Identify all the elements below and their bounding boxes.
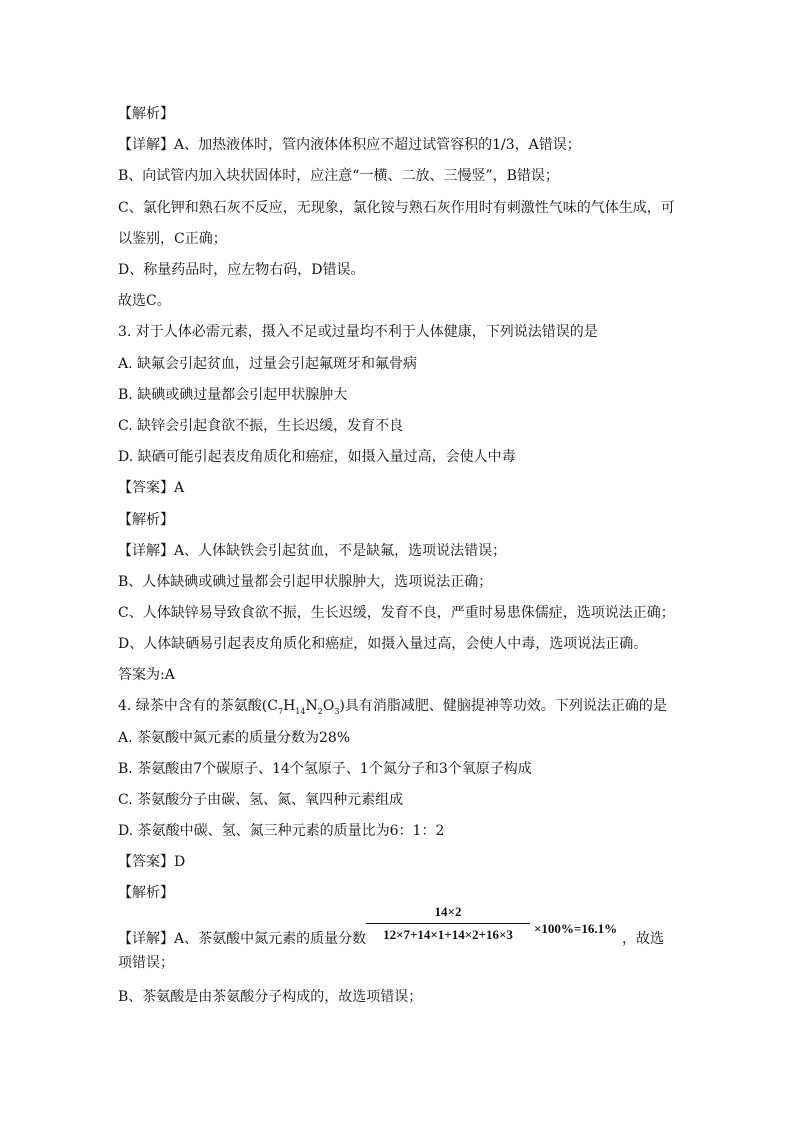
detail-line: 【详解】A、加热液体时，管内液体体积应不超过试管容积的1/3，A错误；: [118, 137, 581, 153]
answer-line: 答案为:A: [118, 667, 175, 683]
question-3-option-c: C. 缺锌会引起食欲不振，生长迟缓，发育不良: [118, 418, 404, 434]
question-4-option-a: A. 茶氨酸中氮元素的质量分数为28%: [118, 730, 351, 746]
fraction-numerator: 14×2: [434, 904, 462, 919]
question-4-option-d: D. 茶氨酸中碳、氢、氮三种元素的质量比为6：1：2: [118, 823, 445, 839]
detail-line: D、称量药品时，应左物右码，D错误。: [118, 262, 365, 278]
detail-continuation: 项错误；: [118, 955, 174, 971]
question-3-answer: 【答案】A: [118, 480, 185, 496]
question-4-answer: 【答案】D: [118, 854, 186, 870]
mass-fraction-formula: [366, 903, 530, 944]
detail-line: 【详解】A、人体缺铁会引起贫血，不是缺氟，选项说法错误；: [118, 543, 507, 559]
question-4-stem: 4. 绿茶中含有的茶氨酸$(C_7H_{14}N_2O_3)$具有消脂减肥、健脑提神等功效。下列说法正确的是: [118, 698, 667, 716]
detail-line: 以鉴别，C正确；: [118, 231, 227, 247]
fraction-result: ×100%=16.1%: [534, 921, 618, 936]
detail-line: B、人体缺碘或碘过量都会引起甲状腺肿大，选项说法正确；: [118, 574, 493, 590]
detail-line: D、人体缺硒易引起表皮角质化和癌症，如摄入量过高，会使人中毒，选项说法正确。: [118, 636, 648, 652]
fraction-denominator: 12×7+14×1+14×2+16×3: [383, 927, 513, 942]
question-3-option-a: A. 缺氟会引起贫血，过量会引起氟斑牙和氟骨病: [118, 356, 418, 372]
detail-suffix: ，故选: [622, 931, 664, 947]
analysis-heading: 【解析】: [118, 106, 174, 122]
question-4-option-c: C. 茶氨酸分子由碳、氢、氮、氧四种元素组成: [118, 792, 404, 808]
detail-prefix: 【详解】A、茶氨酸中氮元素的质量分数: [118, 931, 367, 947]
question-4-option-b: B. 茶氨酸由7个碳原子、14个氢原子、1个氮分子和3个氧原子构成: [118, 761, 532, 777]
question-3-option-b: B. 缺碘或碘过量都会引起甲状腺肿大: [118, 387, 348, 403]
conclusion-line: 故选C。: [118, 293, 171, 309]
fraction-bar: [366, 923, 530, 924]
detail-line: C、人体缺锌易导致食欲不振，生长迟缓，发育不良，严重时易患侏儒症，选项说法正确；: [118, 605, 675, 621]
analysis-heading: 【解析】: [118, 885, 174, 901]
analysis-heading: 【解析】: [118, 512, 174, 528]
detail-line: C、氯化钾和熟石灰不反应，无现象，氯化铵与熟石灰作用时有刺激性气味的气体生成，可: [118, 200, 675, 216]
detail-line: B、茶氨酸是由茶氨酸分子构成的，故选项错误；: [118, 989, 423, 1005]
question-3-option-d: D. 缺硒可能引起表皮角质化和癌症，如摄入量过高，会使人中毒: [118, 449, 516, 465]
detail-line: B、向试管内加入块状固体时，应注意“一横、二放、三慢竖”，B错误；: [118, 168, 559, 184]
question-3-stem: 3. 对于人体必需元素，摄入不足或过量均不利于人体健康，下列说法错误的是: [118, 324, 598, 340]
